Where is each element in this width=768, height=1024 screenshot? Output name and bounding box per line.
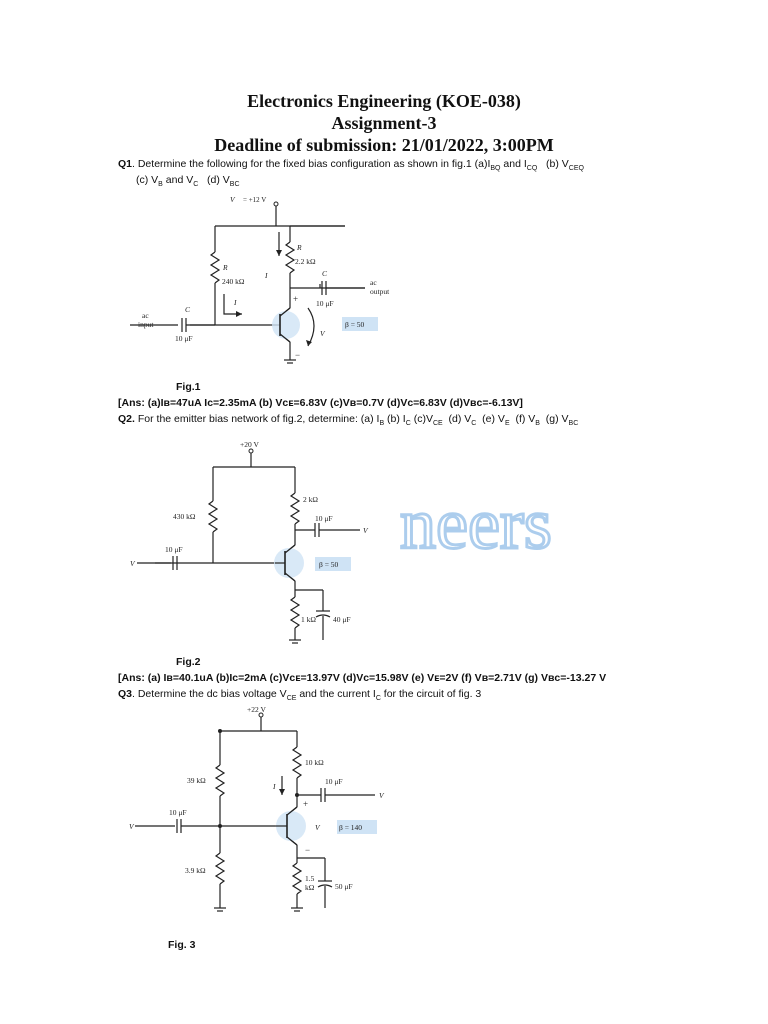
fig2-vo: V [363,526,368,535]
fig1-ac-output2: output [370,287,390,296]
fig3-r1: 39 kΩ [187,776,206,785]
fig1-c1-value: 10 μF [175,334,193,343]
fig1-c2-label: C [322,269,328,278]
fig3-re2: kΩ [305,883,315,892]
fig2-beta: β = 50 [319,560,339,569]
fig3-ce: 50 μF [335,882,353,891]
fig1-vce-label: V [320,329,325,338]
fig3-caption: Fig. 3 [168,939,196,951]
fig1-rc-label: R [297,243,302,252]
fig3-vo: V [379,791,384,800]
fig3-vcc: +22 V [247,705,266,714]
fig1-rb-label: R [223,263,228,272]
fig1-rb-value: 240 kΩ [222,277,245,286]
fig3-beta: β = 140 [339,823,363,832]
fig2-rb: 430 kΩ [173,512,196,521]
fig2-circuit [125,435,395,655]
fig3-c-in: 10 μF [169,808,187,817]
q1-answer: [Ans: (a)Iʙ=47uA Ic=2.35mA (b) Vᴄᴇ=6.83V (c)Vʙ=0.7V (d)Vᴄ=6.83V (d)Vʙᴄ=-6.13V] [118,397,523,409]
fig3-re: 1.5 [305,874,315,883]
q1-text-line1: Q1. Determine the following for the fixed bias configuration as shown in fig.1 $(a)I_{BQ}$ and $I_{CQ}$ (b) $V_{CEQ}$ [118,158,584,173]
fig1-beta: β = 50 [345,320,365,329]
fig2-caption: Fig.2 [176,656,201,668]
fig1-circuit [130,190,420,380]
fig3-c-out: 10 μF [325,777,343,786]
fig3-circuit [125,703,405,933]
fig3-plus: + [303,799,309,809]
fig3-vi: V [129,822,134,831]
fig1-minus: − [295,350,301,360]
fig1-ic-label: I [265,271,268,280]
q1-text-line2: (c) $V_B$ and $V_C$ (d) $V_{BC}$ [136,174,240,189]
fig2-vi: V [130,559,135,568]
fig1-ib-label: I [234,298,237,307]
fig1-caption: Fig.1 [176,381,201,393]
fig1-ac-input2: input [138,320,154,329]
fig2-vcc: +20 V [240,440,259,449]
fig1-c2-value: 10 μF [316,299,334,308]
fig3-ic: I [273,782,276,791]
fig1-vcc-value: = +12 V [243,196,267,204]
fig1-rc-value: 2.2 kΩ [295,257,316,266]
fig2-c-out: 10 μF [315,514,333,523]
assignment-title: Assignment-3 [331,113,437,133]
q3-text: Q3. Determine the dc bias voltage $V_{CE}$ and the current $I_C$ for the circuit of fig. 3 [118,688,482,703]
fig3-vce: V [315,823,320,832]
fig3-r2: 3.9 kΩ [185,866,206,875]
q2-answer: [Ans: (a) Iʙ=40.1uA (b)Iᴄ=2mA (c)Vᴄᴇ=13.97V (d)Vᴄ=15.98V (e) Vᴇ=2V (f) Vʙ=2.71V (g) Vʙᴄ=-13.27 V [118,672,607,684]
q2-text: Q2. For the emitter bias network of fig.2, determine: (a) $I_B$ (b) $I_C$ $(c)V_{CE}$ (d) $V_C$ (e) $V_E$ (f) $V_B$ (g) $V_{BC}$ [118,413,579,428]
fig2-c-in: 10 μF [165,545,183,554]
fig1-ac-input: ac [142,311,149,320]
fig2-rc: 2 kΩ [303,495,318,504]
fig3-minus: − [305,845,311,855]
fig2-re: 1 kΩ [301,615,316,624]
watermark-logo [400,492,652,565]
fig3-rc: 10 kΩ [305,758,324,767]
fig1-c1-label: C [185,305,191,314]
fig2-ce: 40 μF [333,615,351,624]
fig1-plus: + [293,294,299,304]
deadline: Deadline of submission: 21/01/2022, 3:00PM [214,135,554,155]
course-title: Electronics Engineering (KOE-038) [247,91,521,111]
fig1-ac-output: ac [370,278,377,287]
fig1-vcc-label: V [230,195,235,204]
watermark-text: neers [400,492,552,560]
